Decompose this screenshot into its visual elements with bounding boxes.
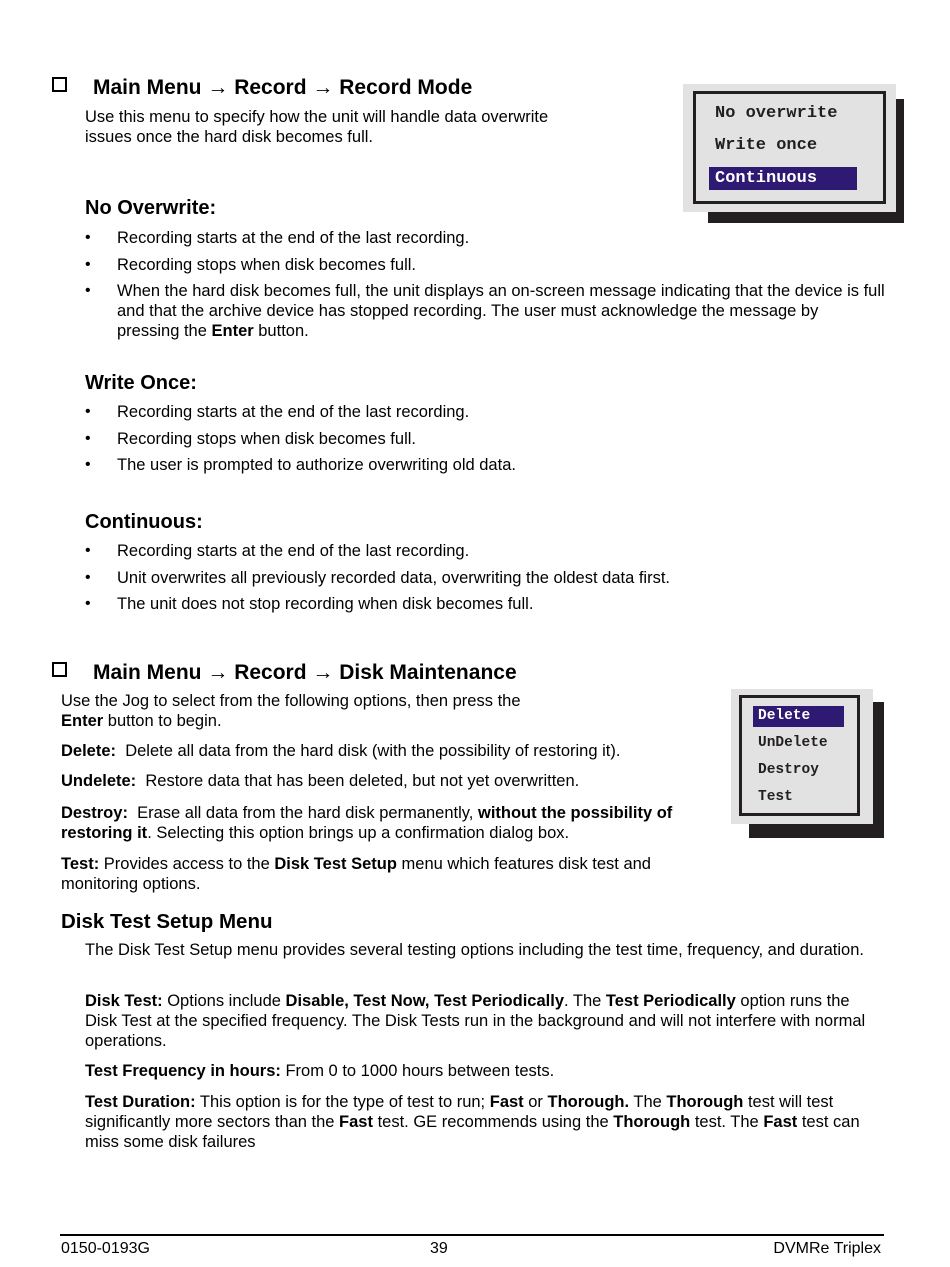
text: test can miss some disk failures [85,1113,860,1151]
disk-maintenance-intro [61,691,561,731]
list-item: • Unit overwrites all previously recorded data, overwriting the oldest data first. [85,568,885,588]
arrow-icon: → [207,661,229,684]
text: or [523,1093,548,1111]
text: . The [564,992,606,1010]
text: Use the Jog to select from the following options, then press the [61,692,521,710]
test-frequency-description [85,1061,875,1081]
text: test. GE recommends using the [372,1113,614,1131]
menu-item-no-overwrite[interactable]: No overwrite [715,104,838,123]
bold-text: Test Frequency in hours: [85,1062,281,1080]
bold-text: Thorough [666,1093,744,1111]
text: Erase all data from the hard disk permanently, [137,804,478,822]
test-description [61,854,711,894]
title-part: Record Mode [339,76,473,99]
bold-text: Destroy: [61,804,128,822]
text: Delete all data from the hard disk (with the possibility of restoring it). [125,742,621,760]
list-item: • Recording starts at the end of the last recording. [85,402,885,422]
disk-test-description [85,991,885,1051]
bold-text: Test Periodically [605,992,736,1010]
text: menu which features disk test and monitoring options. [61,855,651,893]
text: button to begin. [103,712,222,730]
disk-test-setup-heading: Disk Test Setup Menu [61,910,273,933]
text: When the hard disk becomes full, the unit displays an on-screen message indicating that the device is full and that the archive device has stopped recording. The user must acknowledge the message by pressing the [117,282,885,340]
list-item: • Recording stops when disk becomes full. [85,255,885,275]
list-item: • Recording stops when disk becomes full. [85,429,885,449]
arrow-icon: → [207,76,229,99]
footer-page-number: 39 [430,1240,448,1257]
section-title-disk-maintenance [52,661,517,685]
text: Restore data that has been deleted, but not yet overwritten. [145,772,580,790]
menu-item-destroy[interactable]: Destroy [758,762,819,778]
bold-text: without the possibility of restoring it [61,804,673,842]
menu-item-delete-selected[interactable]: Delete [753,706,844,727]
disk-test-setup-intro: The Disk Test Setup menu provides several testing options including the test time, frequency, and duration. [85,941,864,959]
bold-text: Disk Test Setup [274,855,397,873]
continuous-heading: Continuous: [85,511,203,533]
text: . Selecting this option brings up a confirmation dialog box. [147,824,570,842]
text: test. The [690,1113,764,1131]
bold-text: Thorough [613,1113,691,1131]
bold-text: Enter [61,712,104,730]
title-part: Record [234,76,307,99]
no-overwrite-list [85,228,885,348]
checkbox-bullet-icon [52,662,67,677]
bold-text: Test Duration: [85,1093,196,1111]
record-mode-intro: Use this menu to specify how the unit will handle data overwrite issues once the hard disk becomes full. [85,108,549,146]
bold-text: Enter [211,322,254,340]
text: The [629,1093,667,1111]
list-item: • Recording starts at the end of the last recording. [85,541,885,561]
list-item: • The user is prompted to authorize overwriting old data. [85,455,885,475]
arrow-icon: → [312,661,334,684]
section-title-record-mode [52,76,472,100]
text: button. [253,322,309,340]
bold-text: Disable, Test Now, Test Periodically [285,992,564,1010]
continuous-list [85,541,885,621]
bold-text: Undelete: [61,772,137,790]
destroy-description [61,803,701,843]
arrow-icon: → [312,76,334,99]
text: test will test significantly more sectors than the [85,1093,834,1131]
title-part: Main Menu [93,76,202,99]
list-item: • Recording starts at the end of the last recording. [85,228,885,248]
list-item: • The unit does not stop recording when disk becomes full. [85,594,885,614]
write-once-heading: Write Once: [85,372,197,394]
text: From 0 to 1000 hours between tests. [280,1062,555,1080]
no-overwrite-heading: No Overwrite: [85,197,217,219]
delete-description [61,741,701,761]
bold-text: Disk Test: [85,992,163,1010]
menu-item-continuous-selected[interactable]: Continuous [709,167,857,190]
menu-item-undelete[interactable]: UnDelete [758,735,828,751]
title-part: Main Menu [93,661,202,684]
menu-item-write-once[interactable]: Write once [715,136,818,155]
footer-product-name: DVMRe Triplex [773,1240,881,1257]
footer-divider [60,1234,884,1236]
list-item [85,281,885,341]
footer-doc-number: 0150-0193G [61,1240,150,1257]
write-once-list [85,402,885,482]
checkbox-bullet-icon [52,77,67,92]
text: option runs the Disk Test at the specified frequency. The Disk Tests run in the background and will not interfere with normal operations. [85,992,866,1050]
bold-text: Test: [61,855,100,873]
bold-text: Thorough. [547,1093,630,1111]
text: Options include [162,992,286,1010]
bold-text: Fast [489,1093,524,1111]
undelete-description [61,771,701,791]
text: This option is for the type of test to run; [195,1093,490,1111]
bold-text: Delete: [61,742,117,760]
menu-item-test[interactable]: Test [758,789,793,805]
title-part: Record [234,661,307,684]
title-part: Disk Maintenance [339,661,517,684]
test-duration-description [85,1092,885,1152]
text: Provides access to the [99,855,275,873]
bold-text: Fast [763,1113,798,1131]
bold-text: Fast [339,1113,373,1131]
